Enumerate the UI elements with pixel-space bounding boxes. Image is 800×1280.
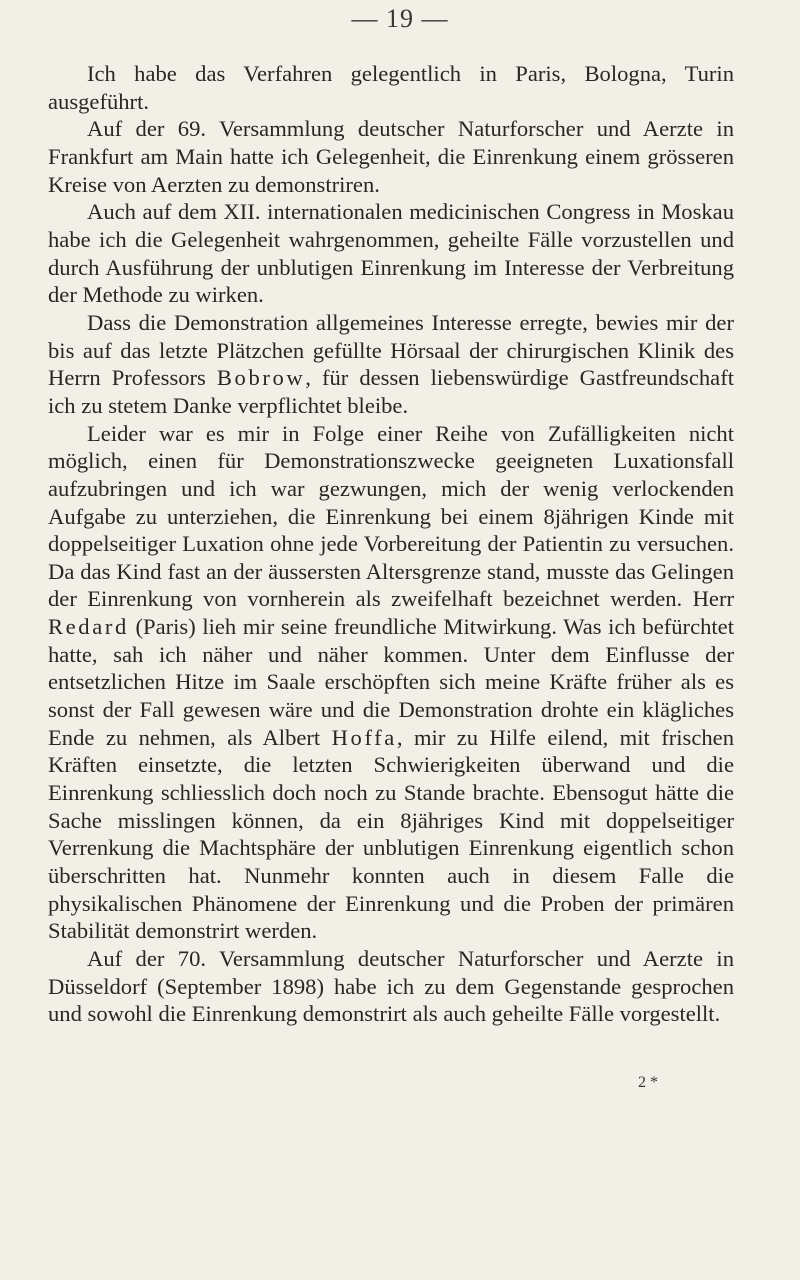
text-run: Dass die Demonstration allgemeines Interesse erregte, bewies mir der bis auf das letzte Plätzchen gefüllte Hörsaal der chirurgischen Klinik des Herrn Professors bbox=[48, 309, 734, 391]
paragraph bbox=[48, 198, 734, 309]
text-run: , für dessen liebenswürdige Gastfreundschaft ich zu stetem Danke verpflichtet bleibe. bbox=[48, 365, 735, 418]
text-run: Leider war es mir in Folge einer Reihe von Zufälligkeiten nicht möglich, einen für Demonstrationszwecke geeigneten Luxationsfall aufzubringen und ich war gezwungen, mich der wenig verlockenden Aufgabe zu unterziehen, die Einrenkung bei einem 8jährigen Kinde mit doppelseitiger Luxation ohne jede Vorbereitung der Patientin zu versuchen. Da das Kind fast an der äussersten Altersgrenze stand, musste das Gelingen der Einrenkung von vornherein als zweifelhaft bezeichnet werden. Herr bbox=[48, 420, 734, 612]
text-run: Ich habe das Verfahren gelegentlich in Paris, Bologna, Turin ausgeführt. bbox=[48, 61, 734, 114]
person-name-hoffa: Hoffa bbox=[331, 724, 397, 750]
text-run: , mir zu Hilfe eilend, mit frischen Kräften einsetzte, die letzten Schwierigkeiten überwand und die Einrenkung schliesslich doch noch zu Stande brachte. Ebensogut hätte die Sache misslingen können, da ein 8jähriges Kind mit doppelseitiger Verrenkung die Machtsphäre der unblutigen Einrenkung eigentlich schon überschritten hat. Nunmehr konnten auch in diesem Falle die physikalischen Phänomene der Einrenkung und die Proben der primären Stabilität demonstrirt werden. bbox=[48, 724, 734, 944]
person-name-bobrow: Bobrow bbox=[216, 365, 306, 391]
page-number: — 19 — bbox=[351, 4, 449, 33]
paragraph bbox=[48, 420, 734, 945]
text-run: Auf der 69. Versammlung deutscher Naturforscher und Aerzte in Frankfurt am Main hatte ich Gelegenheit, die Einrenkung einem grösseren Kreise von Aerzten zu demonstriren. bbox=[48, 116, 734, 197]
paragraph bbox=[48, 309, 734, 420]
signature-mark: 2 * bbox=[638, 1074, 658, 1091]
body-text bbox=[48, 60, 734, 1028]
paragraph bbox=[48, 115, 734, 198]
paragraph bbox=[48, 60, 734, 115]
text-run: Auch auf dem XII. internationalen medicinischen Congress in Moskau habe ich die Gelegenheit wahrgenommen, geheilte Fälle vorzustellen und durch Ausführung der unblutigen Einrenkung im Interesse der Verbreitung der Methode zu wirken. bbox=[48, 199, 734, 308]
text-run: (Paris) lieh mir seine freundliche Mitwirkung. Was ich befürchtet hatte, sah ich näher und näher kommen. Unter dem Einflusse der entsetzlichen Hitze im Saale erschöpften sich meine Kräfte früher als es sonst der Fall gewesen wäre und die Demonstration drohte ein klägliches Ende zu nehmen, als Albert bbox=[48, 614, 734, 750]
text-run: Auf der 70. Versammlung deutscher Naturforscher und Aerzte in Düsseldorf (September 1898) habe ich zu dem Gegenstande gesprochen und sowohl die Einrenkung demonstrirt als auch geheilte Fälle vorgestellt. bbox=[48, 946, 734, 1027]
person-name-redard: Redard bbox=[48, 614, 129, 640]
paragraph bbox=[48, 945, 734, 1028]
